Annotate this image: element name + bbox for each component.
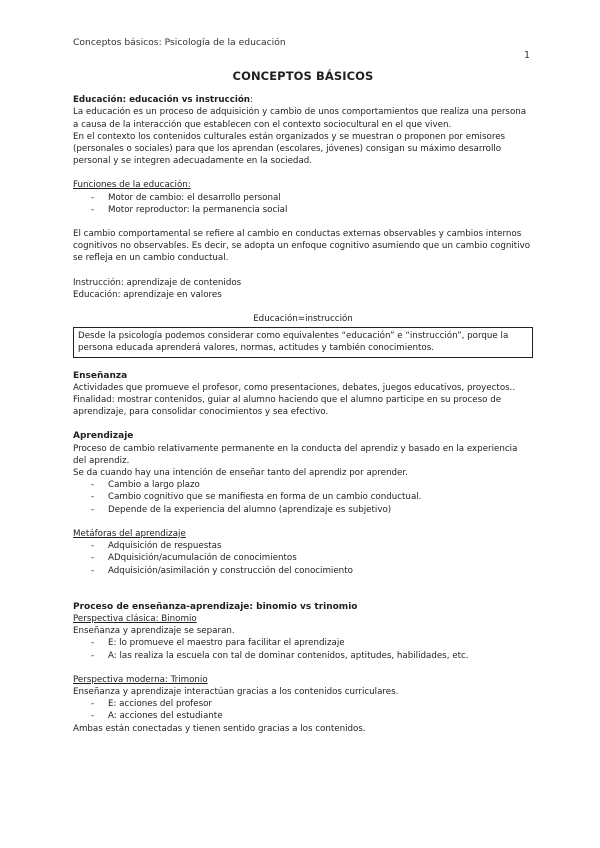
aprendizaje-list bbox=[73, 479, 533, 516]
list-item: - Cambio cognitivo que se manifiesta en forma de un cambio conductual. bbox=[91, 491, 533, 503]
list-item: - E: acciones del profesor bbox=[91, 698, 533, 710]
funciones-list bbox=[73, 192, 533, 216]
proceso-heading: Proceso de enseñanza-aprendizaje: binomio vs trinomio bbox=[73, 601, 358, 612]
aprendizaje-paragraph-2: Se da cuando hay una intención de enseñar tanto del aprendiz por aprender. bbox=[73, 468, 408, 479]
moderna-paragraph: Enseñanza y aprendizaje interactúan gracias a los contenidos curriculares. bbox=[73, 686, 399, 697]
page-title: CONCEPTOS BÁSICOS bbox=[232, 69, 374, 83]
running-header: Conceptos básicos: Psicología de la educación bbox=[73, 37, 286, 48]
educacion-paragraph-1: La educación es un proceso de adquisición y cambio de unos comportamientos que realiza una persona a causa de la interacción que establecen con el contexto sociocultural en el que viven. bbox=[73, 107, 527, 130]
educacion-heading: Educación: educación vs instrucción bbox=[73, 95, 250, 106]
list-item: - Adquisición/asimilación y construcción del conocimiento bbox=[91, 565, 533, 577]
ensenanza-paragraph-1: Actividades que promueve el profesor, como presentaciones, debates, juegos educativos, proyectos.. bbox=[73, 382, 516, 393]
list-item: - Motor de cambio: el desarrollo personal bbox=[91, 192, 533, 204]
list-item: - Motor reproductor: la permanencia social bbox=[91, 204, 533, 216]
clasica-paragraph: Enseñanza y aprendizaje se separan. bbox=[73, 626, 235, 637]
moderna-list bbox=[73, 698, 533, 722]
list-item: - Adquisición de respuestas bbox=[91, 540, 533, 552]
metaforas-heading: Metáforas del aprendizaje bbox=[73, 528, 186, 539]
aprendizaje-heading: Aprendizaje bbox=[73, 431, 134, 442]
educacion-line: Educación: aprendizaje en valores bbox=[73, 289, 222, 300]
ensenanza-heading: Enseñanza bbox=[73, 370, 128, 381]
educacion-heading-colon: : bbox=[250, 95, 253, 106]
funciones-heading: Funciones de la educación: bbox=[73, 180, 191, 191]
highlight-box: Desde la psicología podemos considerar como equivalentes “educación” e “instrucción”, porque la persona educada aprenderá valores, normas, actitudes y también conocimientos. bbox=[73, 327, 533, 357]
clasica-heading: Perspectiva clásica: Binomio bbox=[73, 613, 197, 624]
list-item: - Cambio a largo plazo bbox=[91, 479, 533, 491]
equation-line: Educación=instrucción bbox=[253, 314, 353, 325]
educacion-paragraph-3: El cambio comportamental se refiere al cambio en conductas externas observables y cambios internos cognitivos no observables. Es decir, se adopta un enfoque cognitivo asumiendo que un cambio cognitivo se refleja en un cambio conductual. bbox=[73, 229, 531, 264]
list-item: - A: las realiza la escuela con tal de dominar contenidos, aptitudes, habilidades, etc. bbox=[91, 650, 533, 662]
moderna-heading: Perspectiva moderna: Trimonio bbox=[73, 674, 208, 685]
aprendizaje-paragraph-1: Proceso de cambio relativamente permanente en la conducta del aprendiz y basado en la experiencia del aprendiz. bbox=[73, 443, 518, 466]
list-item: - A: acciones del estudiante bbox=[91, 710, 533, 722]
closing-paragraph: Ambas están conectadas y tienen sentido gracias a los contenidos. bbox=[73, 723, 366, 734]
ensenanza-paragraph-2: Finalidad: mostrar contenidos, guiar al alumno haciendo que el alumno participe en su proceso de aprendizaje, para consolidar conocimientos y sea efectivo. bbox=[73, 395, 502, 418]
list-item: - Depende de la experiencia del alumno (aprendizaje es subjetivo) bbox=[91, 504, 533, 516]
list-item: - ADquisición/acumulación de conocimientos bbox=[91, 552, 533, 564]
list-item: - E: lo promueve el maestro para facilitar el aprendizaje bbox=[91, 637, 533, 649]
instruccion-line: Instrucción: aprendizaje de contenidos bbox=[73, 277, 242, 288]
clasica-list bbox=[73, 637, 533, 661]
section-heading-educacion bbox=[73, 94, 533, 106]
document-body bbox=[73, 70, 533, 735]
educacion-paragraph-2: En el contexto los contenidos culturales están organizados y se muestran o proponen por emisores (personales o sociales) para que los aprendan (escolares, jóvenes) consigan su máximo desarrollo personal y se integren adecuadamente en la sociedad. bbox=[73, 131, 506, 167]
metaforas-list bbox=[73, 540, 533, 577]
page-number: 1 bbox=[523, 50, 530, 61]
